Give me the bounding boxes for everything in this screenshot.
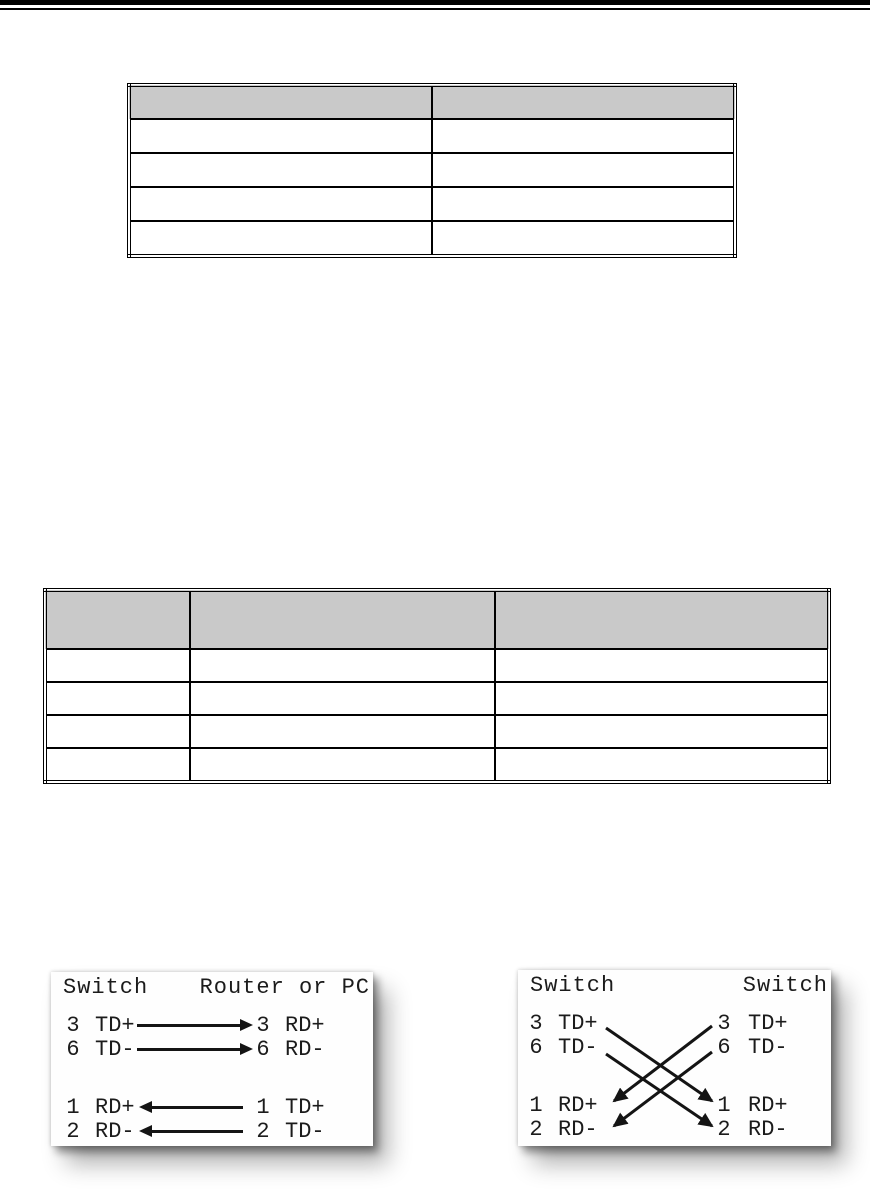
table-row bbox=[129, 221, 735, 256]
right-pin-number: 6 bbox=[256, 1037, 270, 1062]
left-pin-number: 1 bbox=[529, 1093, 543, 1118]
table-row bbox=[129, 119, 735, 153]
left-arrow-icon bbox=[151, 1130, 243, 1133]
table-cell bbox=[190, 748, 495, 782]
crossover-cable-diagram bbox=[518, 970, 831, 1146]
table-cell bbox=[190, 715, 495, 748]
crossover-wires-graphic bbox=[518, 970, 831, 1146]
left-pin-number: 3 bbox=[66, 1013, 80, 1038]
left-pin-number: 2 bbox=[529, 1117, 543, 1142]
right-pin-number: 3 bbox=[717, 1011, 731, 1036]
table-row bbox=[129, 187, 735, 221]
right-signal-label: RD+ bbox=[285, 1013, 325, 1038]
right-signal-label: RD- bbox=[748, 1117, 788, 1142]
table-2-header-cell bbox=[190, 590, 495, 649]
pin-row bbox=[51, 1120, 373, 1144]
right-pin-number: 1 bbox=[256, 1095, 270, 1120]
table-cell bbox=[495, 682, 829, 715]
left-signal-label: RD+ bbox=[558, 1093, 598, 1118]
pin-row bbox=[51, 1014, 373, 1038]
table-cell bbox=[190, 682, 495, 715]
table-1-header-row bbox=[129, 85, 735, 119]
left-pin-number: 2 bbox=[66, 1119, 80, 1144]
table-row bbox=[45, 649, 829, 682]
right-pin-number: 6 bbox=[717, 1035, 731, 1060]
table-cell bbox=[495, 649, 829, 682]
table-cell bbox=[432, 187, 735, 221]
left-arrow-icon bbox=[151, 1106, 243, 1109]
left-signal-label: TD- bbox=[558, 1035, 598, 1060]
top-rule-thin-line bbox=[0, 8, 870, 10]
table-row bbox=[45, 715, 829, 748]
table-2 bbox=[43, 588, 831, 784]
left-pin-number: 1 bbox=[66, 1095, 80, 1120]
table-cell bbox=[432, 221, 735, 256]
left-signal-label: TD- bbox=[95, 1037, 135, 1062]
pin-row bbox=[51, 1096, 373, 1120]
left-signal-label: TD+ bbox=[558, 1011, 598, 1036]
table-row bbox=[45, 682, 829, 715]
table-row bbox=[45, 748, 829, 782]
left-signal-label: TD+ bbox=[95, 1013, 135, 1038]
table-cell bbox=[129, 119, 432, 153]
left-pin-number: 6 bbox=[66, 1037, 80, 1062]
left-pin-number: 3 bbox=[529, 1011, 543, 1036]
left-signal-label: RD- bbox=[95, 1119, 135, 1144]
right-pin-number: 2 bbox=[256, 1119, 270, 1144]
right-signal-label: TD- bbox=[285, 1119, 325, 1144]
table-2-header-cell bbox=[45, 590, 190, 649]
right-device-label: Switch bbox=[742, 973, 828, 998]
table-1 bbox=[127, 83, 737, 258]
table-cell bbox=[495, 748, 829, 782]
right-device-label: Router or PC bbox=[199, 975, 370, 1000]
table-cell bbox=[45, 649, 190, 682]
table-cell bbox=[432, 153, 735, 187]
right-arrow-icon bbox=[137, 1024, 241, 1027]
right-pin-number: 2 bbox=[717, 1117, 731, 1142]
table-cell bbox=[45, 715, 190, 748]
right-signal-label: RD- bbox=[285, 1037, 325, 1062]
table-1-header-cell bbox=[129, 85, 432, 119]
table-cell bbox=[432, 119, 735, 153]
right-signal-label: TD- bbox=[748, 1035, 788, 1060]
table-cell bbox=[129, 187, 432, 221]
table-2-header-row bbox=[45, 590, 829, 649]
right-arrow-icon bbox=[137, 1048, 241, 1051]
table-cell bbox=[495, 715, 829, 748]
left-device-label: Switch bbox=[63, 975, 149, 1000]
pin-row bbox=[51, 1038, 373, 1062]
table-cell bbox=[45, 682, 190, 715]
right-signal-label: TD+ bbox=[285, 1095, 325, 1120]
table-1-header-cell bbox=[432, 85, 735, 119]
table-cell bbox=[129, 153, 432, 187]
right-signal-label: RD+ bbox=[748, 1093, 788, 1118]
right-pin-number: 3 bbox=[256, 1013, 270, 1038]
left-pin-number: 6 bbox=[529, 1035, 543, 1060]
table-row bbox=[129, 153, 735, 187]
page-top-rule bbox=[0, 0, 870, 10]
left-device-label: Switch bbox=[530, 973, 616, 998]
table-cell bbox=[129, 221, 432, 256]
right-pin-number: 1 bbox=[717, 1093, 731, 1118]
left-signal-label: RD+ bbox=[95, 1095, 135, 1120]
right-signal-label: TD+ bbox=[748, 1011, 788, 1036]
straight-through-cable-diagram bbox=[51, 972, 373, 1146]
left-signal-label: RD- bbox=[558, 1117, 598, 1142]
table-cell bbox=[190, 649, 495, 682]
table-2-header-cell bbox=[495, 590, 829, 649]
table-cell bbox=[45, 748, 190, 782]
